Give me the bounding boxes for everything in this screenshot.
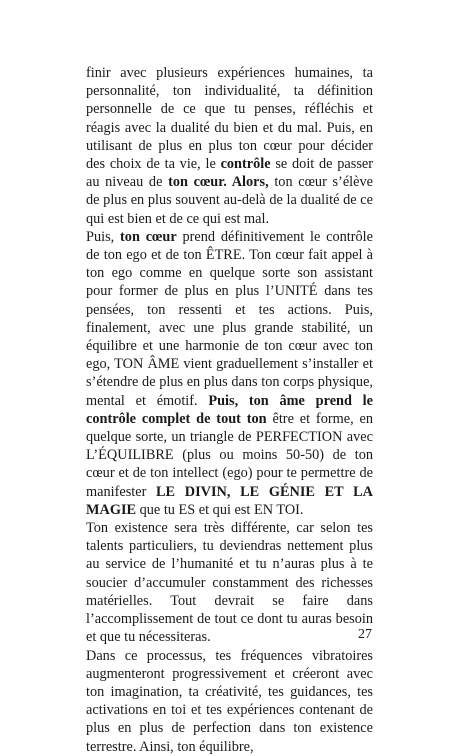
page-number: 27	[358, 627, 372, 642]
body-text	[86, 64, 373, 756]
text-run: être et forme, en quelque sorte, un triangle de PERFECTION avec L’ÉQUILIBRE (plus ou moins 50-50) de ton cœur et de ton intellect (ego) pour te permettre de manifester	[86, 410, 373, 500]
bold-text-run: ton cœur. Alors,	[168, 174, 269, 191]
text-run: Dans ce processus, tes fréquences vibratoires augmenteront progressivement et créeront avec ton imagination, ta créativité, tes guidances, tes activations en toi et tes expériences contenant de plus en plus de perfection dans ton existence terrestre. Ainsi, ton équilibre,	[86, 647, 373, 755]
text-run: ton cœur s’élève de plus en plus souvent au-delà de la dualité de ce qui est bien et de ce qui est mal.	[86, 174, 373, 227]
text-run: que tu ES et qui est EN TOI.	[136, 501, 304, 518]
paragraph	[86, 64, 373, 228]
bold-text-run: ton cœur	[120, 228, 177, 245]
text-run: prend définitivement le contrôle de ton ego et de ton ÊTRE. Ton cœur fait appel à ton ego comme en quelque sorte son assistant pour former de plus en plus l’UNITÉ dans tes pensées, ton ressenti et tes actions. Puis, finalement, avec une plus grande stabilité, un équilibre et une harmonie de ton cœur avec ton ego, TON ÂME vient graduellement s’installer et s’étendre de plus en plus dans ton corps physique, mental et émotif.	[86, 228, 373, 409]
paragraph	[86, 228, 373, 519]
paragraph	[86, 519, 373, 646]
text-run: Puis,	[86, 228, 121, 245]
text-run: se doit de passer au niveau de	[86, 156, 374, 191]
bold-text-run: LE DIVIN, LE GÉNIE ET LA MAGIE	[86, 483, 373, 518]
paragraph	[86, 647, 373, 756]
bold-text-run: Puis, ton âme prend le contrôle complet de tout ton	[86, 392, 373, 427]
text-run: Ton existence sera très différente, car selon tes talents particuliers, tu deviendras nettement plus au service de l’humanité et tu n’auras plus à te soucier d’accumuler constamment des richesses matérielles. Tout devrait se faire dans l’accomplissement de tout ce dont tu auras besoin et que tu nécessiteras.	[86, 520, 373, 646]
bold-text-run: contrôle	[220, 156, 271, 173]
text-run: finir avec plusieurs expériences humaines, ta personnalité, ton individualité, ta définition personnelle de ce que tu penses, réfléchis et réagis avec la dualité du bien et du mal. Puis, en utilisant de plus en plus ton cœur pour décider des choix de ta vie, le	[86, 65, 373, 173]
